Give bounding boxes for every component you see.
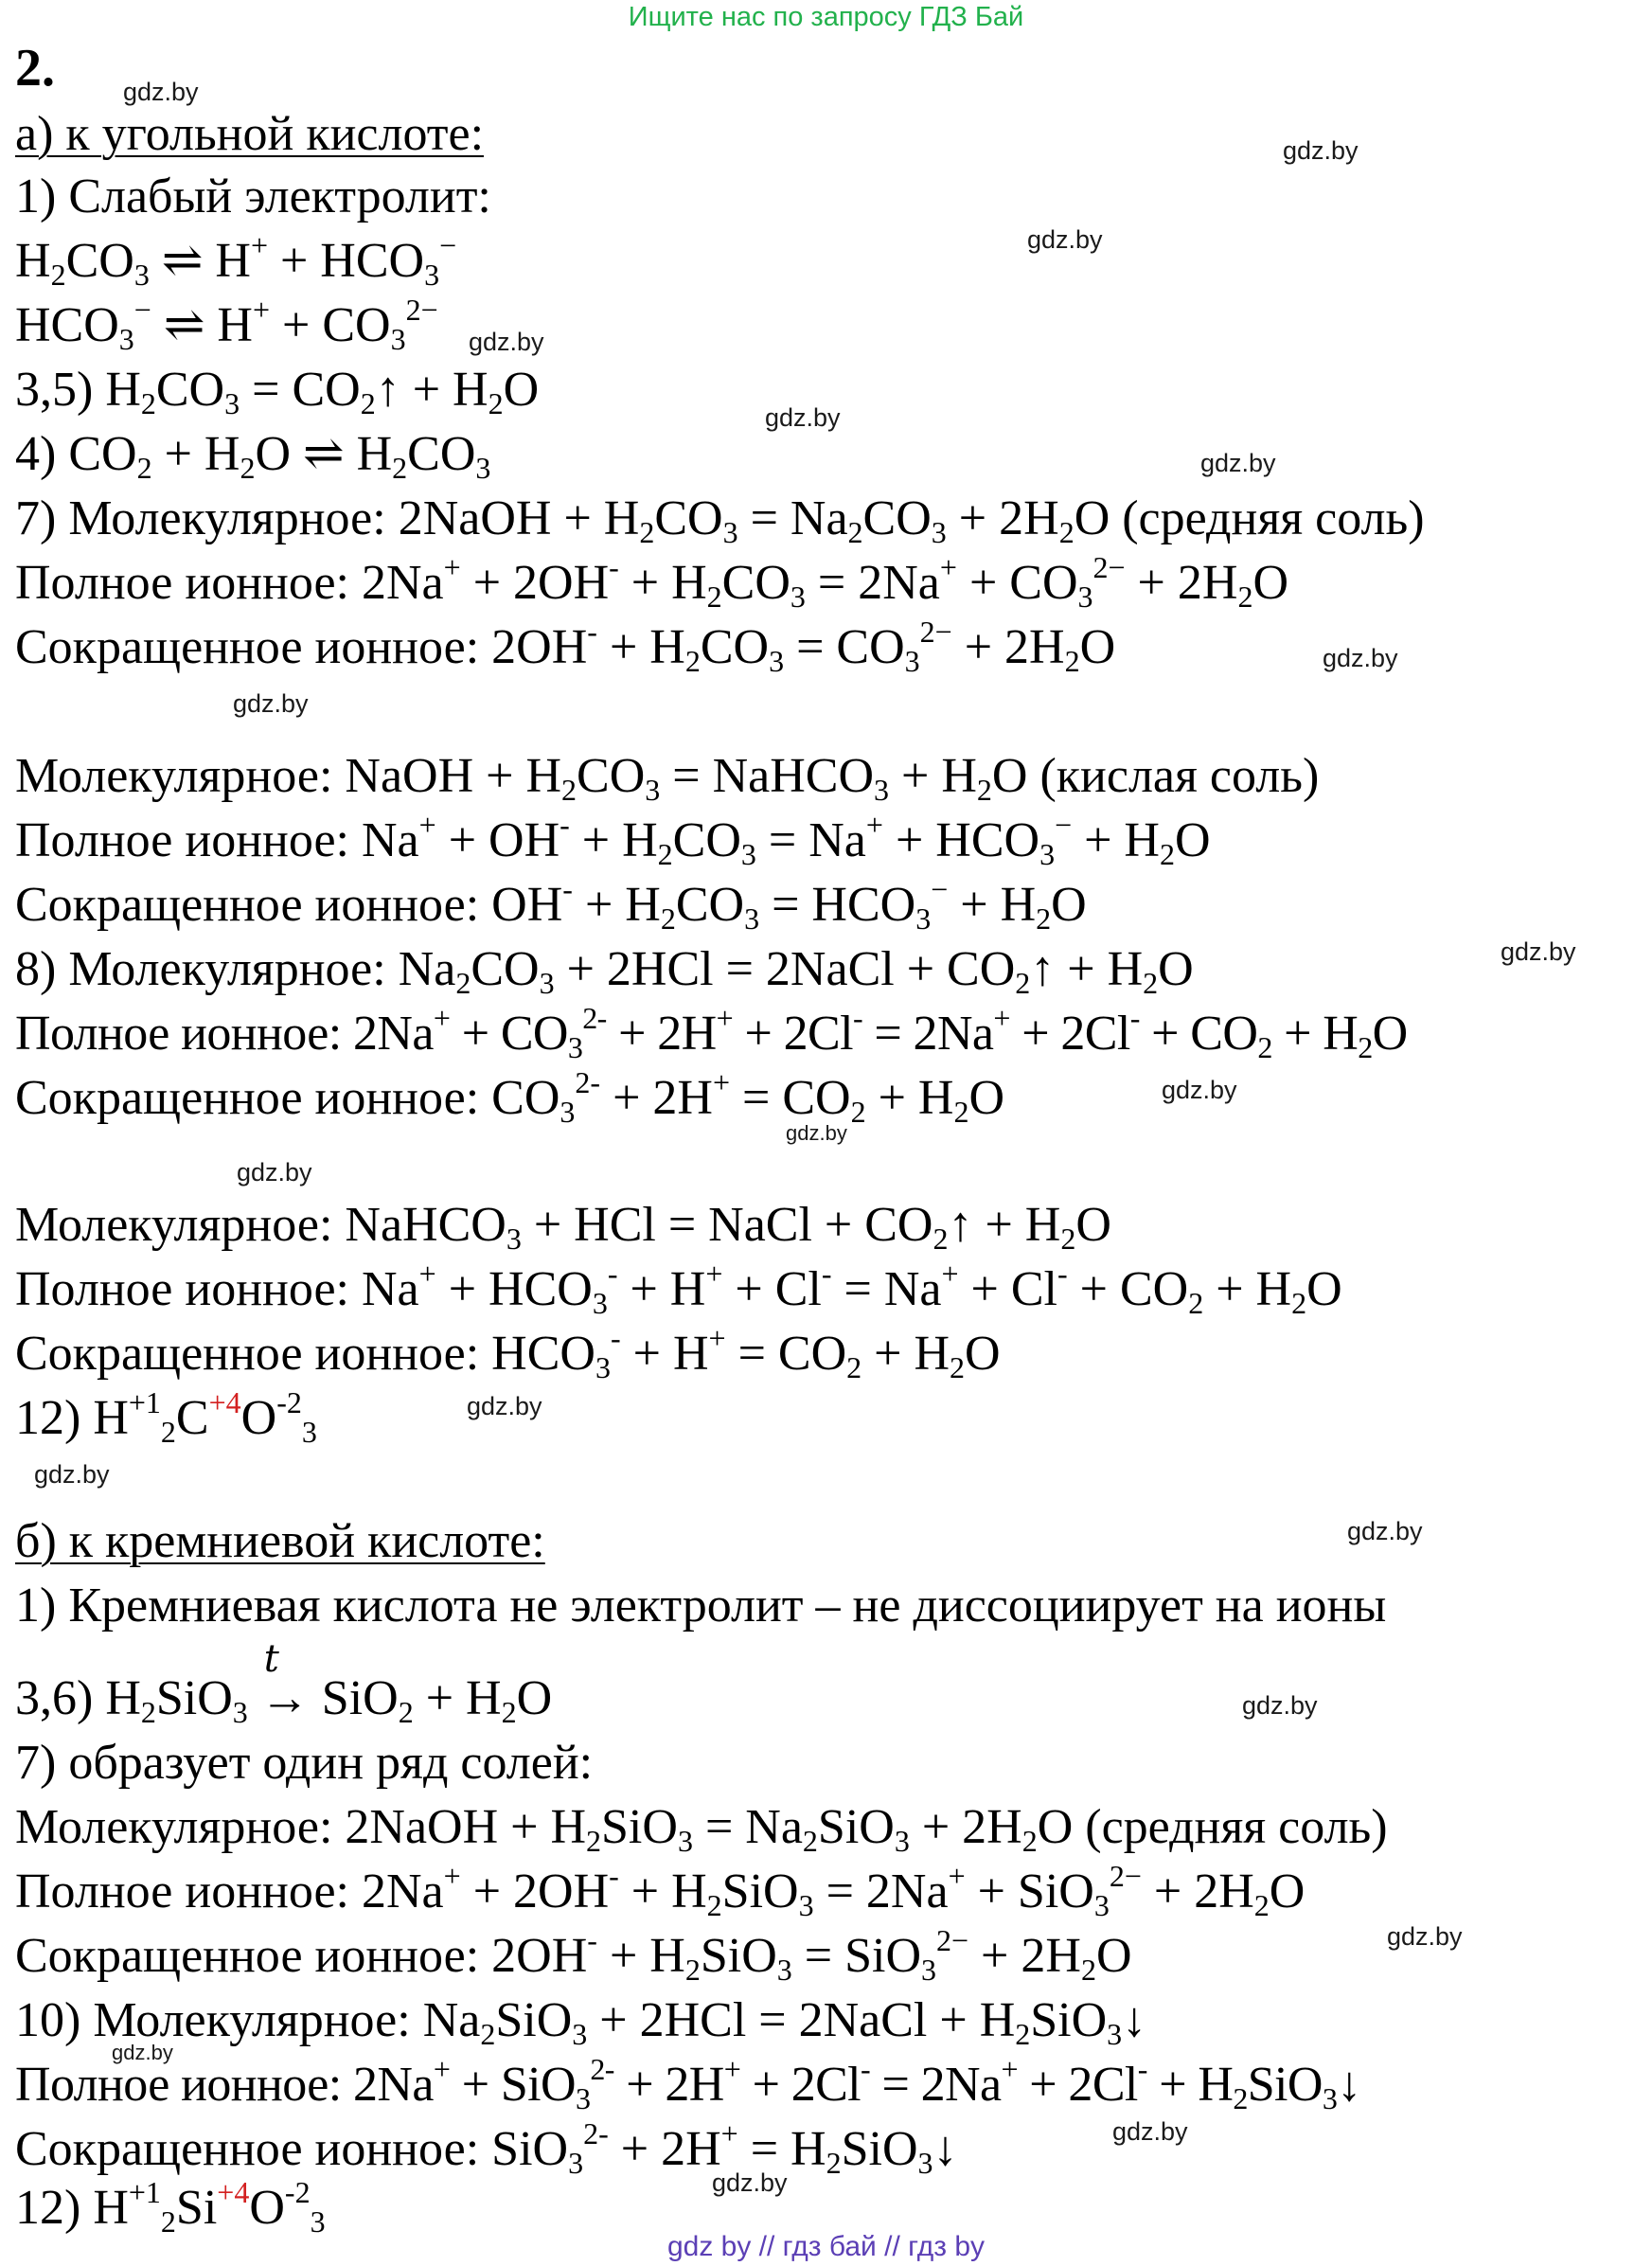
watermark: gdz.by	[1323, 644, 1398, 672]
line-a8: Сокращенное ионное: $2OH^- + H_2CO_3 = CO_3^{2-} + 2H_2O$	[15, 615, 1116, 678]
line-b3: 7) образует один ряд солей:	[15, 1736, 594, 1790]
footer-links: gdz by // гдз бай // гдз by	[666, 2231, 986, 2262]
line-a17: Сокращенное ионное: $HCO_3^- + H^+ = CO_2 + H_2O$	[15, 1321, 1001, 1384]
line-a1: 1) Слабый электролит:	[15, 170, 491, 223]
watermark: gdz.by	[1200, 449, 1276, 477]
line-a9: Молекулярное: NaOH + $H_2CO_3$ = NaHCO$_3$ + $H_2O$ (кислая соль)	[15, 749, 1320, 807]
line-a12: 8) Молекулярное: $Na_2CO_3 + 2HCl$ = 2NaCl + $CO_2↑ + H_2O$	[15, 942, 1194, 1000]
watermark: gdz.by	[1501, 937, 1576, 966]
line-a6: 7) Молекулярное: 2NaOH + $H_2CO_3 = Na_2CO_3 + 2H_2O$ (средняя соль)	[15, 491, 1425, 549]
section-a-heading: а) к угольной кислоте:	[15, 107, 485, 161]
watermark: gdz.by	[1162, 1076, 1237, 1104]
watermark: gdz.by	[237, 1158, 312, 1187]
watermark: gdz.by	[1347, 1517, 1423, 1545]
watermark: gdz.by	[1112, 2117, 1188, 2146]
line-b4: Молекулярное: 2NaOH + $H_2SiO_3 = Na_2SiO_3 + 2H_2O$ (средняя соль)	[15, 1800, 1388, 1858]
line-b7: 10) Молекулярное: $Na_2SiO_3 + 2HCl$ = 2NaCl + $H_2SiO_3↓$	[15, 1993, 1147, 2051]
line-a11: Сокращенное ионное: $OH^- + H_2CO_3 = HCO_3^- + H_2O$	[15, 872, 1087, 936]
watermark: gdz.by	[34, 1460, 110, 1489]
line-a2: $H_2CO_3$ ⇌ $H^+ + HCO_3^-$	[15, 228, 457, 292]
task-number: 2.	[15, 39, 55, 98]
line-a15: Молекулярное: NaHCO$_3$ + HCl = NaCl + $CO_2↑ + H_2O$	[15, 1198, 1111, 1256]
line-b8: Полное ионное: $2Na^+ + SiO_3^{2-} + 2H^+ + 2Cl^- = 2Na^+ + 2Cl^- + H_2SiO_3↓$	[15, 2052, 1361, 2115]
line-a4: 3,5) $H_2CO_3$ = $CO_2↑ + H_2O$	[15, 363, 540, 420]
temperature-label: t	[263, 1637, 279, 1681]
watermark: gdz.by	[765, 403, 841, 432]
line-a16: Полное ионное: $Na^+ + HCO_3^- + H^+ + Cl^- = Na^+ + Cl^- + CO_2 + H_2O$	[15, 1257, 1342, 1320]
line-a14: Сокращенное ионное: $CO_3^{2-} + 2H^+ = CO_2 + H_2O$	[15, 1065, 1005, 1129]
line-b1: 1) Кремниевая кислота не электролит – не диссоциирует на ионы	[15, 1579, 1387, 1633]
line-a10: Полное ионное: $Na^+ + OH^- + H_2CO_3 = Na^+ + HCO_3^- + H_2O$	[15, 808, 1211, 871]
line-b9: Сокращенное ионное: $SiO_3^{2-} + 2H^+ = H_2SiO_3↓$	[15, 2116, 958, 2180]
line-a3: $HCO_3^-$ ⇌ $H^+ + CO_3^{2-}$	[15, 293, 438, 356]
watermark: gdz.by	[469, 328, 544, 356]
top-banner: Ищите нас по запросу ГДЗ Бай	[628, 2, 1024, 32]
line-b2: 3,6) $H_2SiO_3$ t → $SiO_2 + H_2O$	[15, 1670, 552, 1727]
line-b10: 12) $H^{+1}_2Si^{+4}O^{-2}_3$	[15, 2175, 326, 2239]
watermark: gdz.by	[123, 78, 199, 106]
line-a13: Полное ионное: $2Na^+ + CO_3^{2-} + 2H^+ + 2Cl^- = 2Na^+ + 2Cl^- + CO_2 + H_2O$	[15, 1001, 1408, 1064]
watermark: gdz.by	[233, 689, 309, 718]
line-a7: Полное ионное: $2Na^+ + 2OH^- + H_2CO_3 = 2Na^+ + CO_3^{2-} + 2H_2O$	[15, 550, 1288, 614]
line-a18: 12) $H^{+1}_2C^{+4}O^{-2}_3$	[15, 1385, 317, 1449]
line-b6: Сокращенное ионное: $2OH^- + H_2SiO_3 = SiO_3^{2-} + 2H_2O$	[15, 1923, 1132, 1987]
watermark: gdz.by	[467, 1392, 542, 1420]
line-a5: 4) $CO_2 + H_2O$ ⇌ $H_2CO_3$	[15, 427, 491, 485]
watermark: gdz.by	[712, 2168, 788, 2197]
watermark: gdz.by	[112, 2041, 173, 2064]
section-b-heading: б) к кремниевой кислоте:	[15, 1514, 545, 1568]
line-b5: Полное ионное: $2Na^+ + 2OH^- + H_2SiO_3 = 2Na^+ + SiO_3^{2-} + 2H_2O$	[15, 1859, 1306, 1922]
watermark: gdz.by	[1242, 1691, 1318, 1720]
watermark: gdz.by	[786, 1121, 847, 1145]
watermark: gdz.by	[1283, 136, 1359, 165]
watermark: gdz.by	[1027, 225, 1103, 254]
watermark: gdz.by	[1387, 1922, 1463, 1951]
